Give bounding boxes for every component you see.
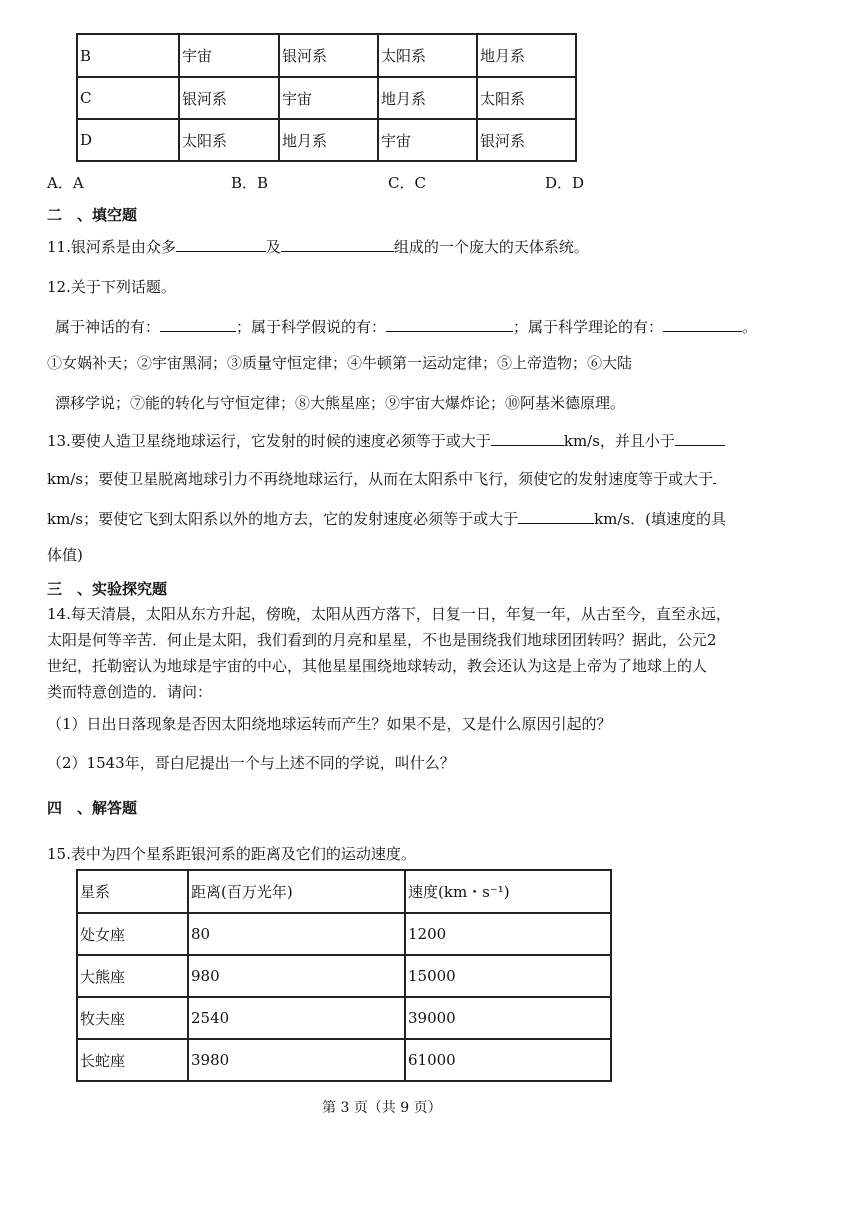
table-cell: 银河系 — [477, 119, 576, 161]
table-cell: 宇宙 — [179, 34, 279, 77]
option-b[interactable]: B．B — [231, 174, 269, 192]
table-row — [77, 913, 611, 955]
page-footer: 第 3 页（共 9 页） — [322, 1100, 442, 1116]
table-cell: 15000 — [405, 955, 611, 997]
answer-blank[interactable] — [281, 236, 394, 252]
section-heading-experiment: 三 、实验探究题 — [47, 580, 168, 598]
table-row — [77, 997, 611, 1039]
answer-blank[interactable] — [675, 430, 725, 446]
table-cell: 银河系 — [179, 77, 279, 119]
q11-text-a: 11.银河系是由众多 — [47, 238, 176, 256]
answer-blank[interactable] — [491, 430, 564, 446]
question-14-sub1: （1）日出日落现象是否因太阳绕地球运转而产生？如果不是，又是什么原因引起的？ — [47, 715, 612, 733]
table-cell: 1200 — [405, 913, 611, 955]
q12-text: 。 — [742, 318, 758, 336]
question-11 — [47, 236, 589, 257]
table-cell: 3980 — [188, 1039, 405, 1081]
question-13-line1 — [47, 430, 725, 451]
table-cell: 宇宙 — [279, 77, 378, 119]
q12-text: ；属于科学假说的有： — [236, 318, 387, 336]
option-a[interactable]: A．A — [47, 174, 84, 192]
q13-text: 13.要使人造卫星绕地球运行，它发射的时候的速度必须等于或大于 — [47, 432, 491, 450]
table-cell: 61000 — [405, 1039, 611, 1081]
answer-blank[interactable] — [176, 236, 266, 252]
question-14-line2: 太阳是何等辛苦．何止是太阳，我们看到的月亮和星星，不也是围绕我们地球团团转吗？据此，公元2 — [47, 631, 717, 649]
table-cell: 980 — [188, 955, 405, 997]
question-12-line3: 漂移学说；⑦能的转化与守恒定律；⑧大熊星座；⑨宇宙大爆炸论；⑩阿基米德原理。 — [55, 394, 626, 412]
question-14-line3: 世纪，托勒密认为地球是宇宙的中心，其他星星围绕地球转动，教会还认为这是上帝为了地球上的人 — [47, 657, 708, 675]
table-header-cell: 速度(km・s⁻¹) — [405, 870, 611, 913]
table-cell: 39000 — [405, 997, 611, 1039]
q13-text: km/s，并且小于 — [563, 432, 675, 450]
table-cell: 长蛇座 — [77, 1039, 188, 1081]
table-row — [77, 955, 611, 997]
answer-blank[interactable] — [518, 508, 594, 524]
table-cell: 太阳系 — [378, 34, 477, 77]
table-header-cell: 距离(百万光年) — [188, 870, 405, 913]
table-cell: 太阳系 — [179, 119, 279, 161]
galaxy-table — [76, 869, 612, 1082]
option-c[interactable]: C．C — [388, 174, 426, 192]
question-14-line1: 14.每天清晨，太阳从东方升起，傍晚，太阳从西方落下，日复一日，年复一年，从古至今，直至永远， — [47, 605, 731, 623]
section-heading-fill-blank: 二 、填空题 — [47, 206, 138, 224]
q11-text-b: 及 — [265, 238, 281, 256]
q13-text: km/s；要使卫星脱离地球引力不再绕地球运行，从而在太阳系中飞行，须使它的发射速度等于或大于 — [47, 470, 714, 488]
table-row — [77, 77, 576, 119]
q12-text: ；属于科学理论的有： — [513, 318, 664, 336]
q11-text-c: 组成的一个庞大的天体系统。 — [393, 238, 589, 256]
table-cell: 宇宙 — [378, 119, 477, 161]
answer-blank[interactable] — [713, 468, 716, 484]
question-12-title: 12.关于下列话题。 — [47, 278, 176, 296]
q13-text: km/s；要使它飞到太阳系以外的地方去，它的发射速度必须等于或大于 — [47, 510, 519, 528]
table-cell: 地月系 — [477, 34, 576, 77]
question-15-title: 15.表中为四个星系距银河系的距离及它们的运动速度。 — [47, 845, 416, 863]
section-heading-answer: 四 、解答题 — [47, 799, 138, 817]
answer-blank[interactable] — [160, 316, 236, 332]
table-cell: 大熊座 — [77, 955, 188, 997]
table-cell: 太阳系 — [477, 77, 576, 119]
option-d[interactable]: D．D — [545, 174, 585, 192]
question-12-line2: ①女娲补天；②宇宙黑洞；③质量守恒定律；④牛顿第一运动定律；⑤上帝造物；⑥大陆 — [47, 354, 633, 372]
table-cell: C — [77, 77, 179, 119]
table-cell: 地月系 — [378, 77, 477, 119]
table-cell: 80 — [188, 913, 405, 955]
table-cell: 处女座 — [77, 913, 188, 955]
table-row — [77, 34, 576, 77]
answer-blank[interactable] — [663, 316, 742, 332]
q12-text: 属于神话的有： — [55, 318, 161, 336]
q13-text: km/s．(填速度的具 — [594, 510, 726, 528]
table-cell: D — [77, 119, 179, 161]
question-14-line4: 类而特意创造的．请问： — [47, 683, 213, 701]
table-cell: 2540 — [188, 997, 405, 1039]
options-table — [76, 33, 577, 162]
question-13-line3 — [47, 508, 726, 529]
table-cell: 地月系 — [279, 119, 378, 161]
answer-blank[interactable] — [386, 316, 513, 332]
table-header-cell: 星系 — [77, 870, 188, 913]
table-cell: 牧夫座 — [77, 997, 188, 1039]
table-cell: B — [77, 34, 179, 77]
question-13-line2 — [47, 468, 716, 489]
table-header-row — [77, 870, 611, 913]
table-cell: 银河系 — [279, 34, 378, 77]
question-13-line4: 体值) — [47, 546, 83, 564]
question-14-sub2: （2）1543年，哥白尼提出一个与上述不同的学说，叫什么？ — [47, 754, 455, 772]
table-row — [77, 119, 576, 161]
question-12-line1 — [55, 316, 757, 337]
table-row — [77, 1039, 611, 1081]
